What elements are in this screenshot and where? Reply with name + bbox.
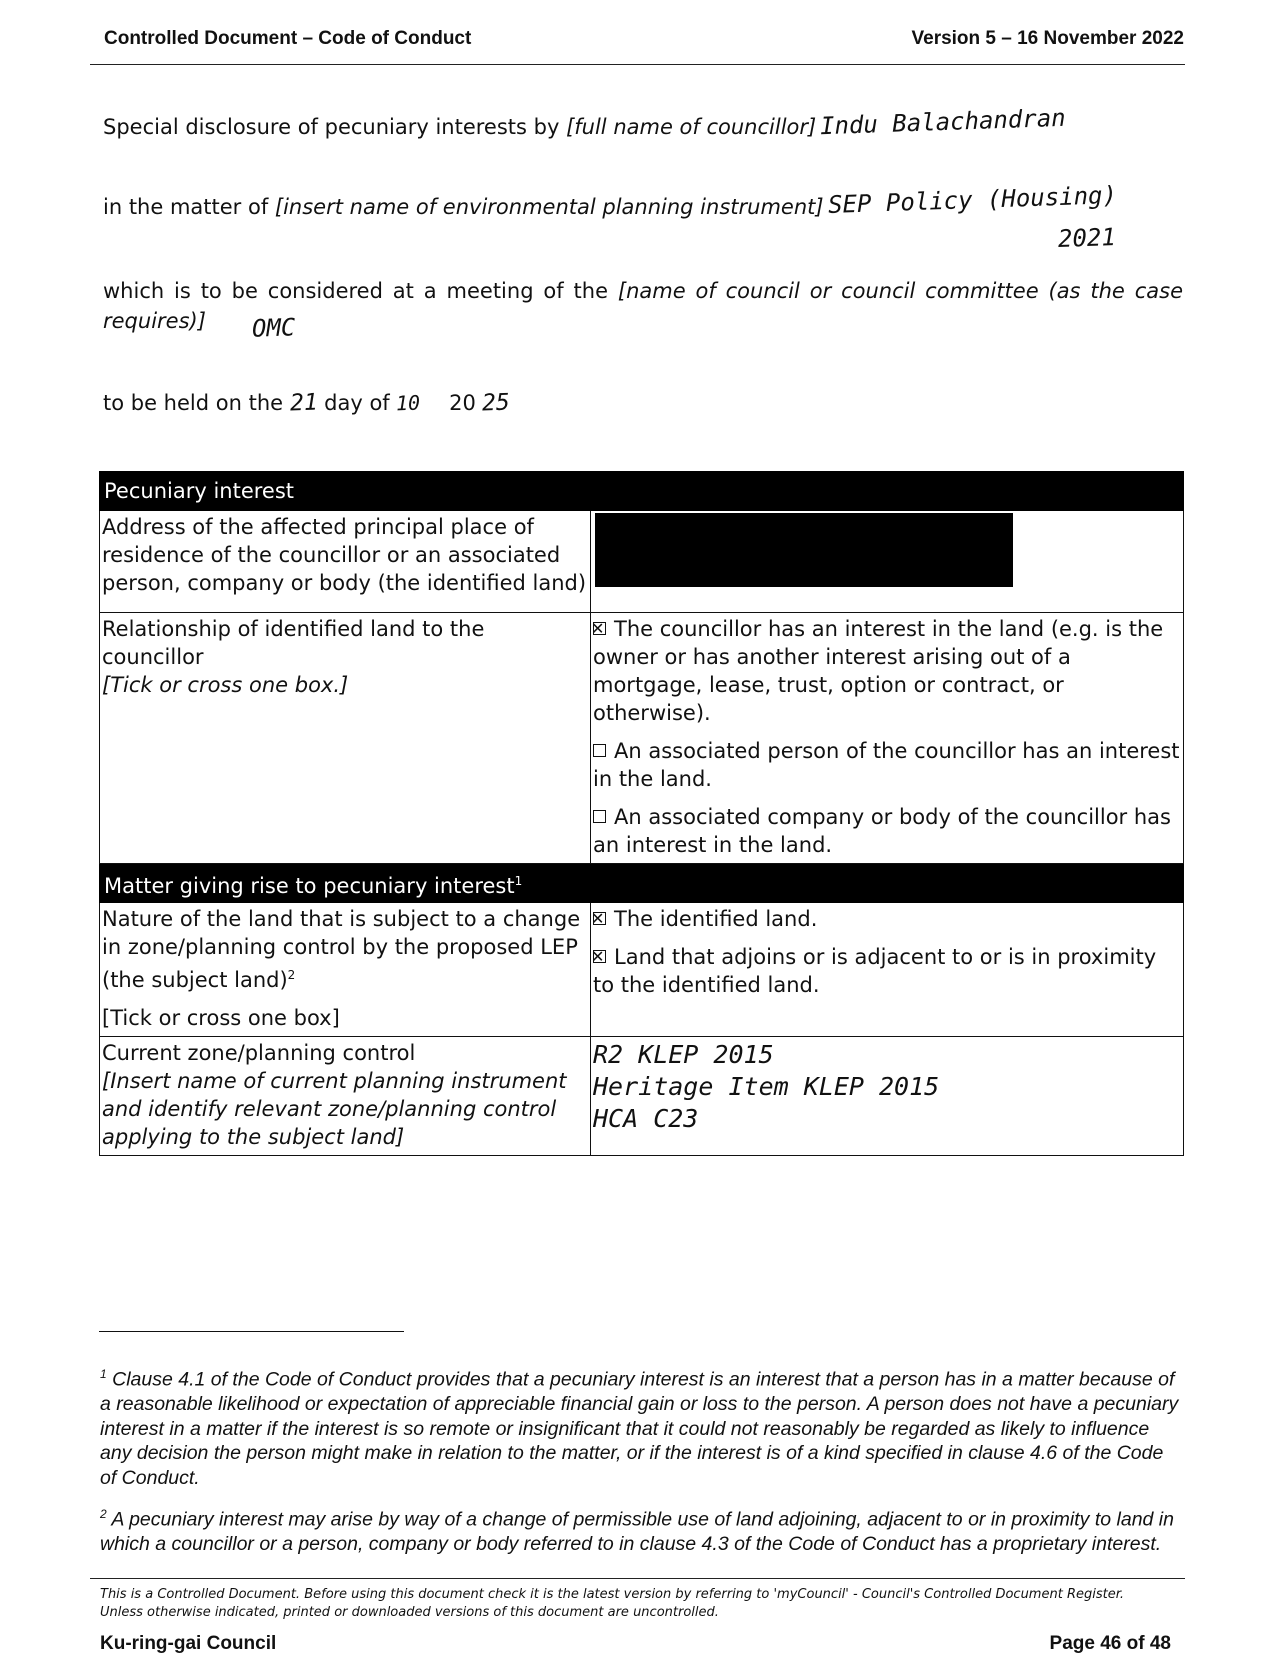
checkbox-crossed-icon[interactable] <box>593 622 606 635</box>
handwritten-meeting-name: OMC <box>251 313 296 343</box>
footer-organisation: Ku-ring-gai Council <box>100 1633 277 1654</box>
handwritten-zone-line-1: R2 KLEP 2015 <box>593 1040 774 1069</box>
table-row <box>100 903 1184 1037</box>
table-row <box>100 1037 1184 1156</box>
current-zone-label: Current zone/planning control [Insert name of current planning instrument and identify relevant zone/planning control applying to the subject land] <box>100 1037 591 1156</box>
current-zone-value <box>591 1037 1184 1156</box>
footnotes <box>100 1362 1183 1569</box>
section-header-pecuniary-interest: Pecuniary interest <box>100 472 1184 511</box>
nature-of-land-label: Nature of the land that is subject to a change in zone/planning control by the proposed LEP (the subject land)$^2$ [Tick or cross one box] <box>100 903 591 1037</box>
handwritten-zone-line-3: HCA C23 <box>593 1104 699 1133</box>
pecuniary-interest-table <box>99 471 1184 1156</box>
option-identified-land: ✕The identified land. <box>593 905 1181 933</box>
footnote-2: $^2$ A pecuniary interest may arise by way of a change of permissible use of land adjoining, adjacent to or in proximity to land in which a councillor or a person, company or body referred to in clause 4.3 of the Code of Conduct has a proprietary interest. <box>100 1507 1174 1555</box>
header-rule <box>90 64 1185 65</box>
handwritten-councillor-name: Indu Balachandran <box>819 103 1067 141</box>
footer-rule <box>90 1578 1185 1579</box>
footer-page-number: Page 46 of 48 <box>1049 1633 1171 1654</box>
checkbox-empty-icon[interactable] <box>593 810 606 823</box>
checkbox-crossed-icon[interactable] <box>593 950 606 963</box>
address-value-cell <box>591 511 1184 613</box>
table-row <box>100 613 1184 864</box>
checkbox-empty-icon[interactable] <box>593 744 606 757</box>
relationship-label: Relationship of identified land to the councillor [Tick or cross one box.] <box>100 613 591 864</box>
disclosure-line-1: Special disclosure of pecuniary interests by [full name of councillor] <box>103 115 817 139</box>
option-councillor-interest: ✕The councillor has an interest in the land (e.g. is the owner or has another interest arising out of a mortgage, lease, trust, option or contract, or otherwise). <box>593 615 1181 727</box>
page-header <box>104 28 1184 62</box>
disclosure-line-3-cont: requires)] <box>103 309 206 333</box>
redaction-block <box>595 513 1013 587</box>
controlled-document-note: This is a Controlled Document. Before using this document check it is the latest version by referring to 'myCouncil' - Council's Controlled Document Register. Unless otherwise indicated, printed or downloaded versions of this document are uncontrolled. <box>100 1587 1124 1620</box>
footnote-1: $^1$ Clause 4.1 of the Code of Conduct provides that a pecuniary interest is an interest that a person has in a matter because of a reasonable likelihood or expectation of appreciable financial gain or loss to the person. A person does not have a pecuniary interest in a matter if the interest is so remote or insignificant that it could not reasonably be regarded as likely to influence any decision the person might make in relation to the matter, or if the interest is of a kind specified in clause 4.6 of the Code of Conduct. <box>100 1367 1179 1489</box>
councillor-name-field-label: [full name of councillor] <box>566 115 817 139</box>
disclosure-line-3: which is to be considered at a meeting of the [name of council or council committee (as the case <box>103 279 1183 303</box>
footnote-rule <box>99 1331 404 1332</box>
address-label: Address of the affected principal place of residence of the councillor or an associated person, company or body (the identified land) <box>100 511 591 613</box>
page-footer <box>100 1633 1171 1655</box>
option-adjoining-land: ✕Land that adjoins or is adjacent to or is in proximity to the identified land. <box>593 943 1181 999</box>
disclosure-line-4: to be held on the 21 day of 10 20 25 <box>103 389 511 417</box>
handwritten-zone-line-2: Heritage Item KLEP 2015 <box>593 1072 940 1101</box>
meeting-field-label: [name of council or council committee (as the case <box>617 279 1183 303</box>
header-doc-title: Controlled Document – Code of Conduct <box>104 28 472 49</box>
option-associated-person: An associated person of the councillor has an interest in the land. <box>593 739 1180 791</box>
section-header-matter: Matter giving rise to pecuniary interest$^1$ <box>100 864 1184 903</box>
handwritten-instrument-year: 2021 <box>1057 222 1117 254</box>
handwritten-month: 10 <box>395 390 421 416</box>
table-row <box>100 511 1184 613</box>
disclosure-line-2: in the matter of [insert name of environmental planning instrument] <box>103 195 824 219</box>
checkbox-crossed-icon[interactable] <box>593 912 606 925</box>
header-version: Version 5 – 16 November 2022 <box>911 28 1184 49</box>
nature-of-land-options <box>591 903 1184 1037</box>
option-associated-company: An associated company or body of the councillor has an interest in the land. <box>593 805 1171 857</box>
handwritten-day: 21 <box>289 389 318 417</box>
handwritten-instrument-name: SEP Policy (Housing) <box>827 180 1118 220</box>
handwritten-year: 25 <box>481 389 511 417</box>
relationship-options <box>591 613 1184 864</box>
instrument-field-label: [insert name of environmental planning instrument] <box>274 195 824 219</box>
